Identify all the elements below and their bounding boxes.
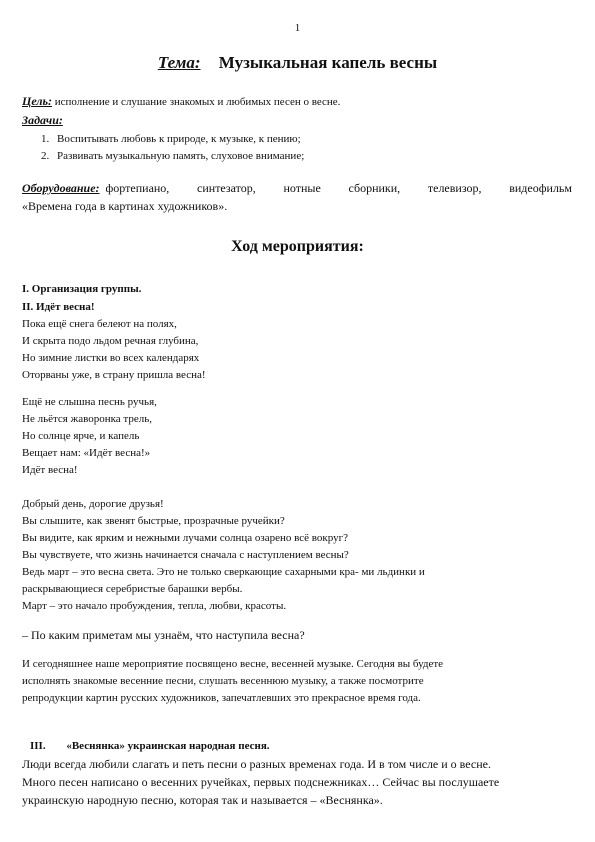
poem-2-line: Идёт весна! [22, 464, 78, 476]
intro-line: Вы чувствуете, что жизнь начинается сначала с наступлением весны? [22, 549, 349, 561]
section-3-number: III. [30, 740, 46, 752]
task-item-2: 2. Развивать музыкальную память, слуховое внимание; [41, 150, 305, 162]
poem-2-line: Ещё не слышна песнь ручья, [22, 396, 157, 408]
poem-1-line: Пока ещё снега белеют на полях, [22, 318, 177, 330]
today-line: репродукции картин русских художников, запечатлевших это прекрасное время года. [22, 692, 421, 704]
poem-2-line: Не льётся жаворонка трель, [22, 413, 152, 425]
goal-label: Цель: [22, 94, 52, 108]
poem-2-line: Но солнце ярче, и капель [22, 430, 140, 442]
goal-line [22, 94, 340, 109]
title-label: Тема: [157, 53, 201, 72]
today-line: И сегодняшнее наше мероприятие посвящено весне, весенней музыке. Сегодня вы будете [22, 658, 444, 670]
page-number: 1 [294, 22, 301, 34]
page-title [0, 53, 595, 73]
intro-line: Вы видите, как ярким и нежными лучами солнца озарено всё вокруг? [22, 532, 349, 544]
intro-line: Март – это начало пробуждения, тепла, любви, красоты. [22, 600, 287, 612]
intro-line: Вы слышите, как звенят быстрые, прозрачные ручейки? [22, 515, 285, 527]
question-line: – По каким приметам мы узнаём, что наступила весна? [22, 628, 305, 642]
equipment-label: Оборудование: [22, 181, 100, 195]
poem-1-line: Но зимние листки во всех календарях [22, 352, 200, 364]
intro-line: Добрый день, дорогие друзья! [22, 498, 164, 510]
intro-line: Ведь март – это весна света. Это не только сверкающие сахарными кра- ми льдинки и [22, 566, 425, 578]
equipment-line-1: Оборудование: фортепиано, синтезатор, нотные сборники, телевизор, видеофильм [22, 181, 572, 195]
final-line: Люди всегда любили слагать и петь песни о разных временах года. И в том числе и о весне. [22, 757, 491, 771]
poem-1-line: Оторваны уже, в страну пришла весна! [22, 369, 206, 381]
section-1: I. Организация группы. [22, 283, 142, 295]
section-heading: Ход мероприятия: [231, 238, 364, 255]
intro-line: раскрывающиеся серебристые барашки вербы. [22, 583, 243, 595]
poem-1-line: И скрыта подо льдом речная глубина, [22, 335, 199, 347]
equipment-line-2: «Времена года в картинах художников». [22, 199, 228, 213]
final-line: украинскую народную песню, которая так и называется – «Веснянка». [22, 793, 383, 807]
section-2: II. Идёт весна! [22, 301, 95, 313]
final-line: Много песен написано о весенних ручейках, первых подснежниках… Сейчас вы послушаете [22, 775, 500, 789]
section-3 [30, 740, 270, 752]
poem-2-line: Вещает нам: «Идёт весна!» [22, 447, 151, 459]
section-3-title: «Веснянка» украинская народная песня. [66, 740, 270, 752]
today-line: исполнять знакомые весенние песни, слушать весеннюю музыку, а также посмотрите [22, 675, 424, 687]
title-text: Музыкальная капель весны [218, 53, 438, 72]
task-item-1: 1. Воспитывать любовь к природе, к музыке, к пению; [41, 133, 301, 145]
goal-text: исполнение и слушание знакомых и любимых песен о весне. [52, 96, 341, 108]
tasks-label: Задачи: [22, 113, 63, 127]
